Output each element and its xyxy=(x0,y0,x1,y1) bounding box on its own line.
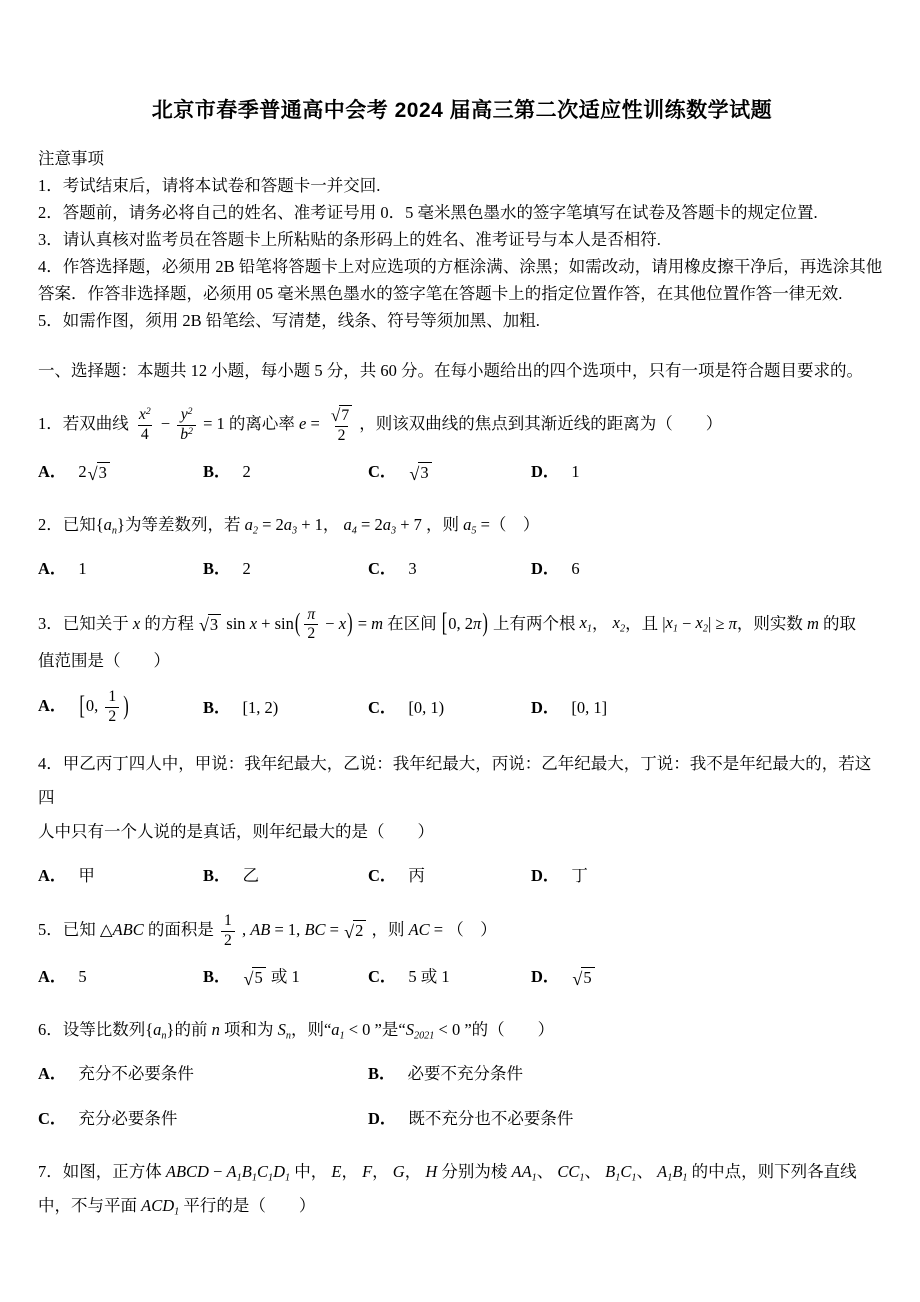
option-content: √ 5 xyxy=(571,967,595,986)
question-2-text xyxy=(38,508,886,542)
question-2 xyxy=(38,508,886,584)
option-letter: D． xyxy=(531,865,560,885)
question-line: 3．已知关于 x 的方程 √ 3 sin x + sin( $\frac{\pi}{2}$ − x) = m 在区间 [0, 2π) 上有两个根 $x_1$， $x_2$，且 $|x_1 - x_2| \ge \pi$，则实数 m 的取 xyxy=(38,605,857,643)
question-7-text xyxy=(38,1155,886,1223)
option-a xyxy=(38,553,203,584)
option-b xyxy=(203,692,368,723)
question-line: 4．甲乙丙丁四人中，甲说：我年纪最大，乙说：我年纪最大，丙说：乙年纪最大，丁说：我不是年纪最大的，若这四 xyxy=(38,754,872,808)
option-a xyxy=(38,1058,368,1089)
option-d xyxy=(531,860,886,891)
question-6-options xyxy=(38,1058,886,1134)
option-content: [0, $\frac{1}{2}$ ) xyxy=(79,688,129,725)
option-c xyxy=(368,692,531,723)
option-letter: C． xyxy=(368,865,397,885)
question-3-options xyxy=(38,688,886,726)
option-letter: D． xyxy=(531,967,560,987)
option-a xyxy=(38,688,203,726)
question-2-options xyxy=(38,553,886,584)
radical-sign-icon: √ xyxy=(572,969,583,990)
option-a xyxy=(38,860,203,891)
option-d xyxy=(531,553,886,584)
option-content: 必要不充分条件 xyxy=(407,1064,524,1084)
option-letter: D． xyxy=(368,1108,397,1128)
question-line: 值范围是（ ） xyxy=(38,650,170,670)
notice-item-2: 2．答题前，请务必将自己的姓名、准考证号用 0．5 毫米黑色墨水的签字笔填写在试卷及答题卡的规定位置. xyxy=(38,203,818,222)
question-line: 5．已知 △ABC 的面积是 $\frac{1}{2}$ , AB = 1, BC = √ 2 ，则 AC = （ ） xyxy=(38,912,497,949)
option-c xyxy=(368,553,531,584)
option-d xyxy=(531,692,886,723)
radical-sign-icon: √ xyxy=(344,921,355,942)
option-content: 丁 xyxy=(571,865,588,885)
option-letter: B． xyxy=(203,559,231,579)
radical-sign-icon: √ xyxy=(87,464,98,485)
page-title: 北京市春季普通高中会考 2024 届高三第二次适应性训练数学试题 xyxy=(151,99,773,122)
option-letter: B． xyxy=(203,967,231,987)
notice-item-4: 4．作答选择题，必须用 2B 铅笔将答题卡上对应选项的方框涂满、涂黑；如需改动，请用橡皮擦干净后，再选涂其他答案．作答非选择题，必须用 05 毫米黑色墨水的签字笔在答题卡上的指定位置作答，在其他位置作答一律无效. xyxy=(38,257,883,303)
option-content: 甲 xyxy=(78,865,95,885)
question-line: 人中只有一个人说的是真话，则年纪最大的是（ ） xyxy=(38,821,434,841)
radical-sign-icon: √ xyxy=(409,464,420,485)
option-content: √ 5 或 1 xyxy=(243,967,300,990)
option-letter: D． xyxy=(531,697,560,717)
option-letter: D． xyxy=(531,462,560,482)
option-d xyxy=(531,961,886,992)
option-letter: B． xyxy=(203,865,231,885)
option-c xyxy=(368,961,531,992)
option-c xyxy=(38,1103,368,1134)
question-line: 6．设等比数列$\{a_n\}$的前 n 项和为 $S_n$，则“$a_1 < 0$ ”是“$S_{2021} < 0$ ”的（ ） xyxy=(38,1020,555,1042)
option-content: 既不充分也不必要条件 xyxy=(408,1108,574,1128)
option-b xyxy=(203,456,368,487)
option-d xyxy=(368,1103,886,1134)
option-letter: C． xyxy=(368,462,397,482)
option-a xyxy=(38,961,203,992)
option-content: 充分不必要条件 xyxy=(78,1064,194,1084)
notice-item-3: 3．请认真核对监考员在答题卡上所粘贴的条形码上的姓名、准考证号与本人是否相符. xyxy=(38,230,661,249)
option-c xyxy=(368,456,531,487)
option-b xyxy=(368,1058,886,1089)
option-content: 2 √ 3 xyxy=(78,462,110,481)
notice-heading: 注意事项 xyxy=(38,149,104,168)
option-content: [0, 1] xyxy=(571,697,608,717)
question-3 xyxy=(38,606,886,727)
option-letter: A． xyxy=(38,865,67,885)
question-4-options xyxy=(38,860,886,891)
option-d xyxy=(531,456,886,487)
option-content: 2 xyxy=(242,559,251,579)
option-content: [0, 1) xyxy=(408,697,445,717)
option-b xyxy=(203,553,368,584)
option-content: 1 xyxy=(571,462,580,482)
question-1 xyxy=(38,405,886,487)
option-content: 丙 xyxy=(408,865,425,885)
question-6 xyxy=(38,1013,886,1134)
question-1-options xyxy=(38,456,886,487)
option-a xyxy=(38,456,203,487)
option-letter: B． xyxy=(203,697,231,717)
option-content: 5 或 1 xyxy=(408,967,450,987)
notice-item-5: 5．如需作图，须用 2B 铅笔绘、写清楚，线条、符号等须加黑、加粗. xyxy=(38,311,540,330)
option-b xyxy=(203,961,368,992)
option-letter: A． xyxy=(38,462,67,482)
option-content: √ 3 xyxy=(408,462,432,481)
option-content: 1 xyxy=(78,559,87,579)
option-letter: C． xyxy=(368,697,397,717)
question-3-text xyxy=(38,606,886,678)
question-4-text xyxy=(38,747,886,848)
question-7 xyxy=(38,1155,886,1223)
option-letter: B． xyxy=(203,462,231,482)
option-letter: D． xyxy=(531,559,560,579)
question-5-options xyxy=(38,961,886,992)
option-letter: A． xyxy=(38,1064,67,1084)
option-letter: B． xyxy=(368,1064,396,1084)
question-line: 中，不与平面 $ACD_1$ 平行的是（ ） xyxy=(38,1195,316,1218)
option-letter: C． xyxy=(368,559,397,579)
radical-sign-icon: √ xyxy=(330,406,341,426)
question-6-text xyxy=(38,1013,886,1047)
question-line: 2．已知$\{a_n\}$为等差数列，若 $a_2 = 2a_3 + 1$， $a_4 = 2a_3 + 7$ ，则 $a_5$ =（ ） xyxy=(38,515,540,537)
notice-section xyxy=(38,145,886,334)
option-content: 充分必要条件 xyxy=(78,1108,178,1128)
option-letter: A． xyxy=(38,967,67,987)
option-b xyxy=(203,860,368,891)
notice-item-1: 1．考试结束后，请将本试卷和答题卡一并交回. xyxy=(38,176,381,195)
radical-sign-icon: √ xyxy=(198,615,209,636)
question-line: 7．如图，正方体 ABCD − $A_1B_1C_1D_1$ 中， E， F， G， H 分别为棱 $AA_1$、 $CC_1$、 $B_1C_1$、 $A_1B_1$ 的中点，则下列各直线 xyxy=(38,1161,857,1184)
question-5-text xyxy=(38,912,886,950)
section-one-heading: 一、选择题：本题共 12 小题，每小题 5 分，共 60 分。在每小题给出的四个选项中，只有一项是符合题目要求的。 xyxy=(38,361,863,380)
radical-sign-icon: √ xyxy=(243,969,254,990)
option-letter: C． xyxy=(38,1108,67,1128)
option-content: 5 xyxy=(78,967,87,987)
option-content: 6 xyxy=(571,559,580,579)
option-letter: A． xyxy=(38,559,67,579)
option-content: 乙 xyxy=(242,865,260,885)
question-1-text xyxy=(38,405,886,445)
option-content: 3 xyxy=(408,559,417,579)
question-5 xyxy=(38,912,886,992)
question-line: 1．若双曲线 $\frac{x^2}{4}$ − $\frac{y^2}{b^2}$ = 1 的离心率 e = √ 7 2 ，则该双曲线的焦点到其渐近线的距离为（ ） xyxy=(38,406,723,444)
option-letter: C． xyxy=(368,967,397,987)
option-content: 2 xyxy=(242,462,251,482)
question-4 xyxy=(38,747,886,891)
option-letter: A． xyxy=(38,696,67,716)
option-c xyxy=(368,860,531,891)
option-content: [1, 2) xyxy=(242,697,279,717)
